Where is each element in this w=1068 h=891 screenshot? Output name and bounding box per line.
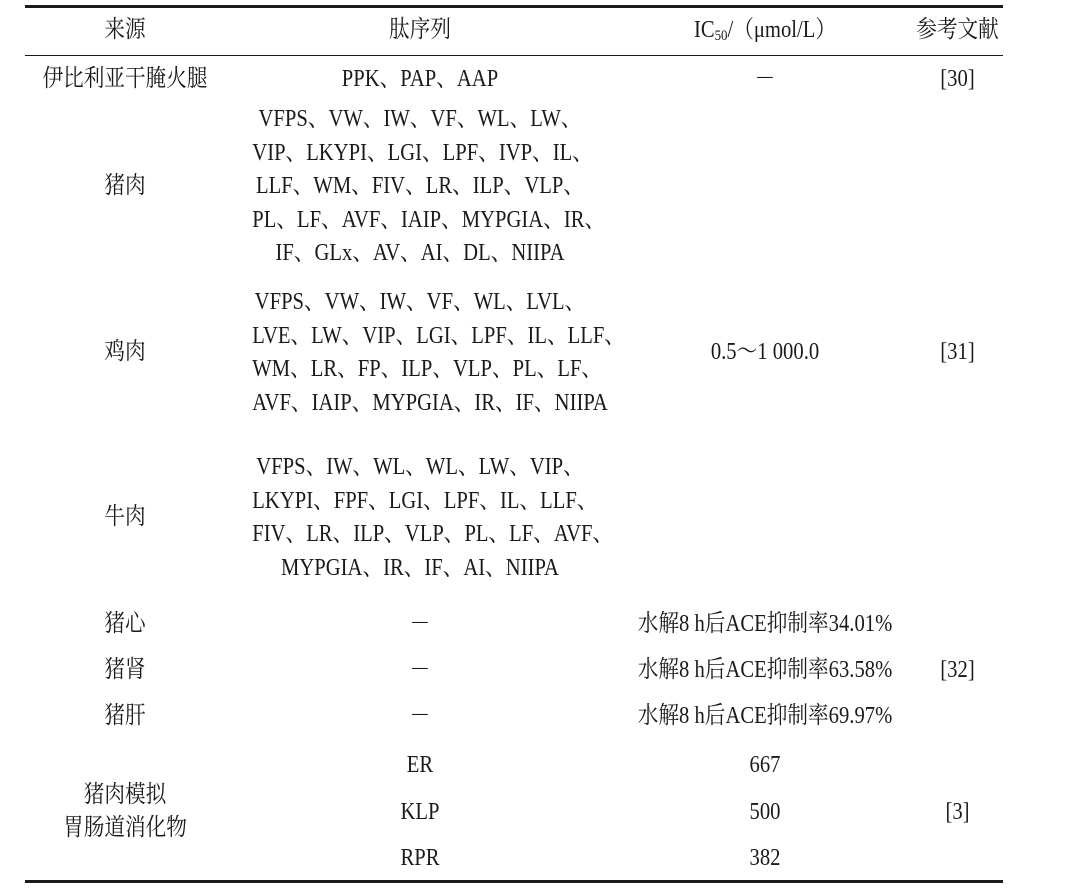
source-cell: 牛肉 <box>104 504 146 530</box>
table-bottom-rule <box>25 880 1003 883</box>
sequence-line: AVF、IAIP、MYPGIA、IR、IF、NIIPA <box>252 389 608 416</box>
ic50-cell: 0.5～1 000.0 <box>710 339 820 365</box>
sequence-line: PL、LF、AVF、IAIP、MYPGIA、IR、 <box>252 206 606 233</box>
reference-cell: [31] <box>940 339 975 365</box>
sequence-line: LVE、LW、VIP、LGI、LPF、IL、LLF、 <box>252 322 625 349</box>
ic50-cell: 水解8 h后ACE抑制率69.97% <box>637 703 893 729</box>
ic50-cell: － <box>754 66 776 92</box>
header-sequence: 肽序列 <box>389 17 451 43</box>
source-cell: 猪肉 <box>104 173 146 199</box>
ic50-cell: 382 <box>749 845 781 871</box>
reference-cell: [30] <box>940 66 975 92</box>
sequence-line: VFPS、VW、IW、VF、WL、LVL、 <box>254 289 586 315</box>
sequence-line: KLP <box>400 799 440 825</box>
sequence-line: FIV、LR、ILP、VLP、PL、LF、AVF、 <box>252 521 614 547</box>
ic50-cell: 水解8 h后ACE抑制率63.58% <box>637 657 893 683</box>
sequence-line: RPR <box>400 845 440 871</box>
sequence-line: － <box>409 657 431 683</box>
source-cell: 猪肾 <box>104 657 146 683</box>
sequence-line: － <box>409 611 431 637</box>
sequence-line: LKYPI、FPF、LGI、LPF、IL、LLF、 <box>252 487 598 514</box>
sequence-line: － <box>409 703 431 729</box>
ic50-cell: 667 <box>749 752 781 778</box>
sequence-line: VFPS、IW、WL、WL、LW、VIP、 <box>256 454 584 480</box>
header-ic50-sub: 50 <box>714 28 728 44</box>
source-cell: 猪心 <box>104 611 146 637</box>
header-reference: 参考文献 <box>916 17 999 43</box>
source-cell: 猪肉模拟 <box>83 782 167 808</box>
sequence-line: PPK、PAP、AAP <box>341 66 499 92</box>
table-header-rule <box>25 55 1003 56</box>
header-source: 来源 <box>104 17 146 43</box>
header-ic50 <box>636 14 894 48</box>
sequence-line: WM、LR、FP、ILP、VLP、PL、LF、 <box>252 356 603 382</box>
reference-cell: [3] <box>945 799 970 825</box>
source-cell: 伊比利亚干腌火腿 <box>42 66 208 92</box>
sequence-line: IF、GLx、AV、AI、DL、NIIPA <box>275 240 565 266</box>
table-top-rule <box>25 5 1003 8</box>
source-cell: 猪肝 <box>104 703 146 729</box>
source-cell: 胃肠道消化物 <box>63 815 187 841</box>
ic50-cell: 500 <box>749 799 781 825</box>
header-ic50-prefix: IC <box>693 17 715 43</box>
ic50-cell: 水解8 h后ACE抑制率34.01% <box>637 611 893 637</box>
sequence-line: MYPGIA、IR、IF、AI、NIIPA <box>281 554 559 581</box>
sequence-line: VFPS、VW、IW、VF、WL、LW、 <box>258 106 582 132</box>
sequence-line: ER <box>406 752 434 778</box>
source-cell: 鸡肉 <box>104 339 146 365</box>
reference-cell: [32] <box>940 657 975 683</box>
sequence-line: LLF、WM、FIV、LR、ILP、VLP、 <box>256 173 584 199</box>
sequence-line: VIP、LKYPI、LGI、LPF、IVP、IL、 <box>252 139 593 166</box>
header-ic50-suffix: /（μmol/L） <box>727 17 837 43</box>
